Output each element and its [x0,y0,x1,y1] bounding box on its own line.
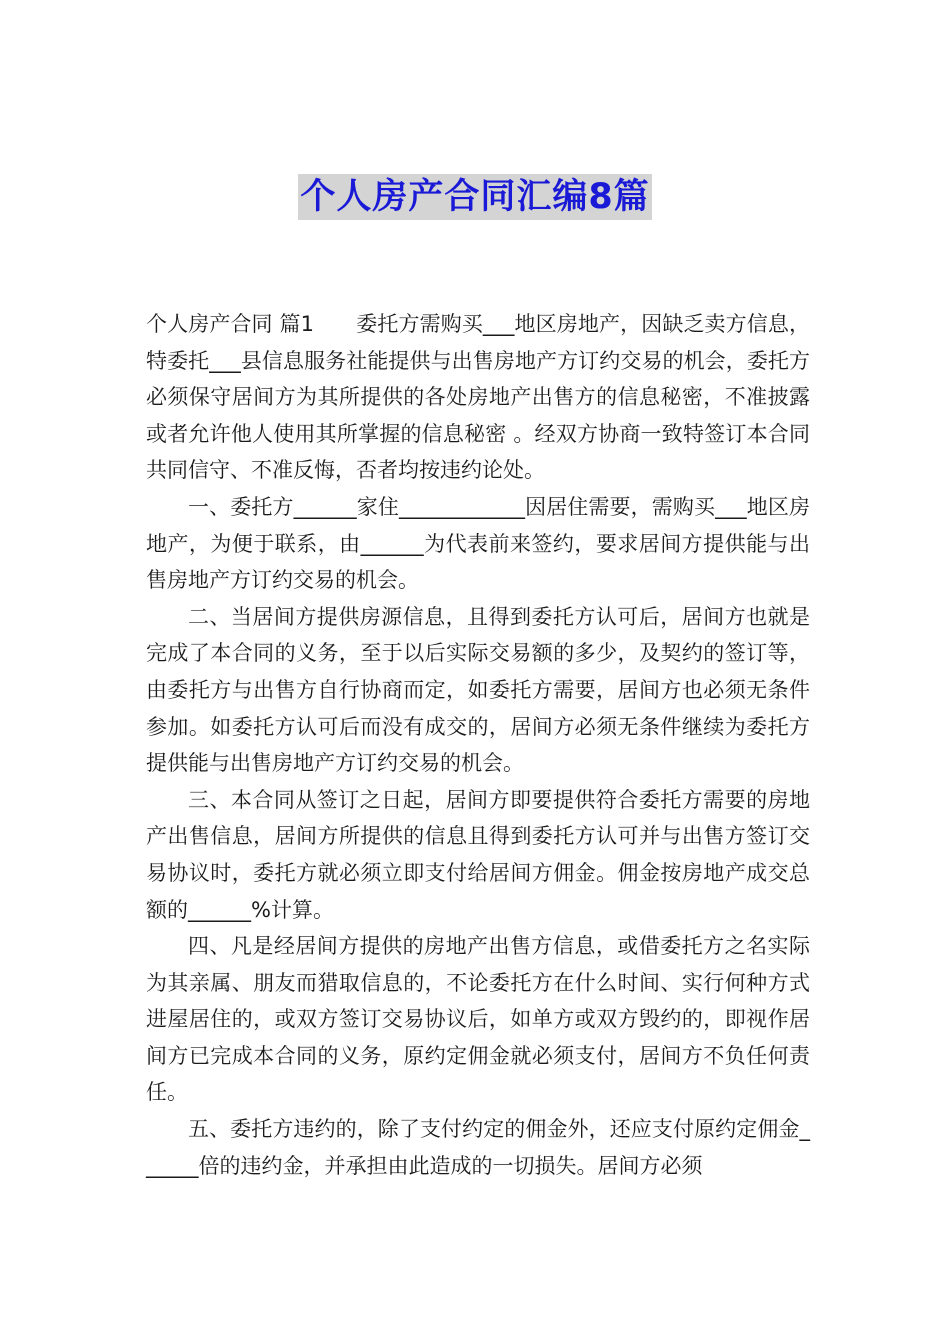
paragraph-clause-3: 三、本合同从签订之日起，居间方即要提供符合委托方需要的房地产出售信息，居间方所提供的信息且得到委托方认可并与出售方签订交易协议时，委托方就必须立即支付给居间方佣金。佣金按房地产成交总额的______%计算。 [146,787,810,922]
document-body [146,306,810,1184]
paragraph-clause-4: 四、凡是经居间方提供的房地产出售方信息，或借委托方之名实际为其亲属、朋友而猎取信息的，不论委托方在什么时间、实行何种方式进屋居住的，或双方签订交易协议后，如单方或双方毁约的，即视作居间方已完成本合同的义务，原约定佣金就必须支付，居间方不负任何责任。 [146,934,810,1105]
title-container [0,174,950,220]
paragraph-clause-1: 一、委托方______家住____________因居住需要，需购买___地区房地产，为便于联系，由______为代表前来签约，要求居间方提供能与出售房地产方订约交易的机会。 [146,494,810,593]
paragraph-clause-2: 二、当居间方提供房源信息，且得到委托方认可后，居间方也就是完成了本合同的义务，至于以后实际交易额的多少，及契约的签订等，由委托方与出售方自行协商而定，如委托方需要，居间方也必须无条件参加。如委托方认可后而没有成交的，居间方必须无条件继续为委托方提供能与出售房地产方订约交易的机会。 [146,604,810,776]
paragraph-clause-5: 五、委托方违约的，除了支付约定的佣金外，还应支付原约定佣金______倍的违约金，并承担由此造成的一切损失。居间方必须 [146,1117,810,1178]
paragraph-intro: 个人房产合同 篇1 委托方需购买___地区房地产，因缺乏卖方信息，特委托___县信息服务社能提供与出售房地产方订约交易的机会，委托方必须保守居间方为其所提供的各处房地产出售方的信息秘密，不准披露或者允许他人使用其所掌握的信息秘密 。经双方协商一致特签订本合同共同信守、不准反悔，否者均按违约论处。 [146,312,810,483]
document-title: 个人房产合同汇编8篇 [298,174,651,220]
